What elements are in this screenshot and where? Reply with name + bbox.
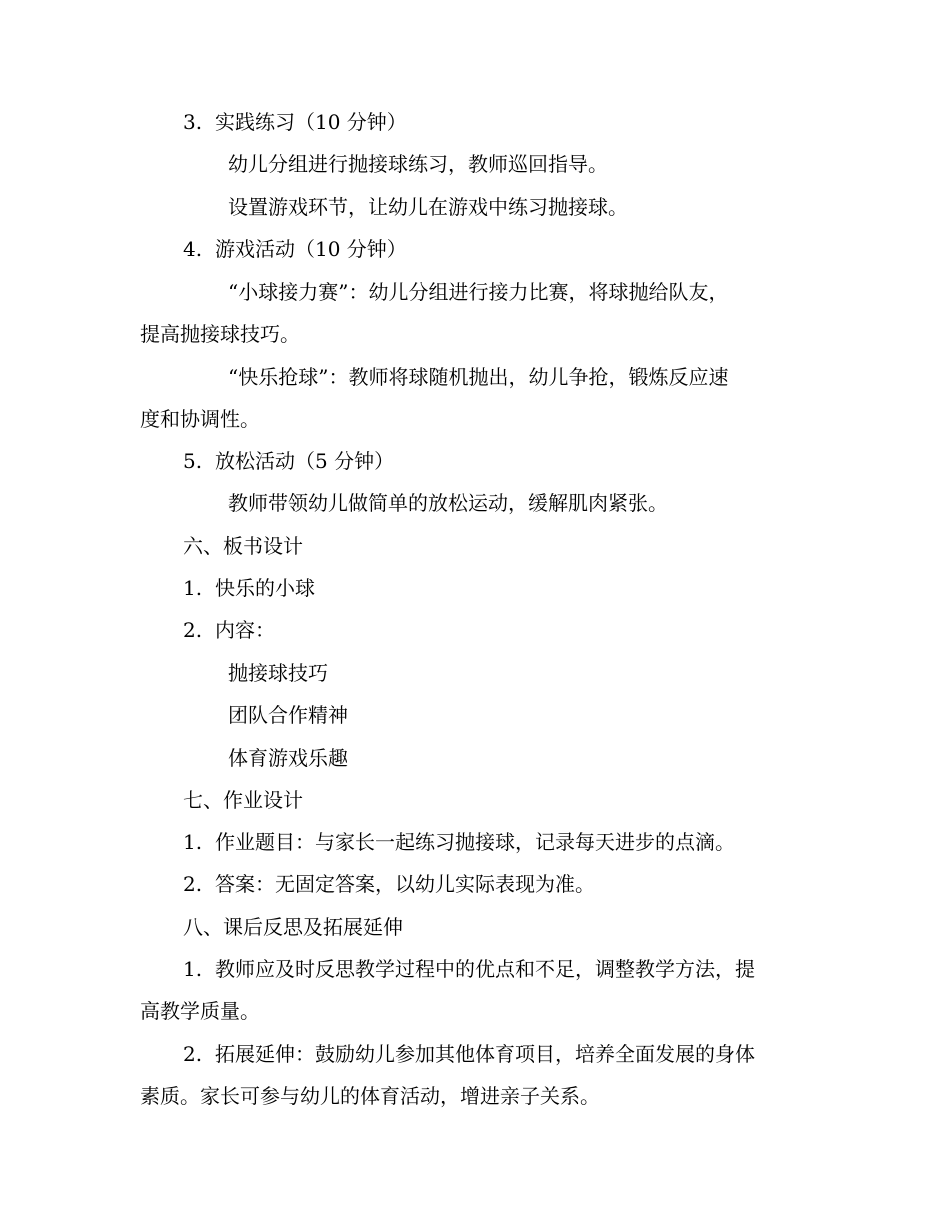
item-3-heading <box>183 110 407 134</box>
item-text: 放松活动（5 分钟） <box>215 449 395 473</box>
item-text: 游戏活动（10 分钟） <box>215 237 407 261</box>
section-6-item-1 <box>183 576 315 600</box>
section-7-item-1 <box>183 830 735 854</box>
list-number: 3. <box>183 110 203 134</box>
section-8-heading: 八、课后反思及拓展延伸 <box>183 915 403 939</box>
item-text: 实践练习（10 分钟） <box>215 110 407 134</box>
section-6-item-2 <box>183 618 275 642</box>
paragraph-line: 教师带领幼儿做简单的放松运动，缓解肌肉紧张。 <box>228 491 668 515</box>
paragraph-line: 幼儿分组进行抛接球练习，教师巡回指导。 <box>228 152 608 176</box>
paragraph-line: 提高抛接球技巧。 <box>140 322 300 346</box>
paragraph-line: 设置游戏环节，让幼儿在游戏中练习抛接球。 <box>228 195 628 219</box>
item-text: 教师应及时反思教学过程中的优点和不足，调整教学方法，提 <box>215 957 755 981</box>
section-7-item-2 <box>183 872 595 896</box>
item-text: 答案：无固定答案，以幼儿实际表现为准。 <box>215 872 595 896</box>
section-7-heading: 七、作业设计 <box>183 788 303 812</box>
list-number: 2. <box>183 872 203 896</box>
content-line: 抛接球技巧 <box>228 661 328 685</box>
paragraph-line: 度和协调性。 <box>140 407 260 431</box>
list-number: 4. <box>183 237 203 261</box>
list-number: 2. <box>183 618 203 642</box>
content-line: 团队合作精神 <box>228 703 348 727</box>
item-text: 拓展延伸：鼓励幼儿参加其他体育项目，培养全面发展的身体 <box>215 1042 755 1066</box>
content-line: 体育游戏乐趣 <box>228 746 348 770</box>
list-number: 2. <box>183 1042 203 1066</box>
list-number: 1. <box>183 576 203 600</box>
section-6-heading: 六、板书设计 <box>183 534 303 558</box>
list-number: 1. <box>183 830 203 854</box>
list-number: 1. <box>183 957 203 981</box>
item-text: 快乐的小球 <box>215 576 315 600</box>
section-8-item-1 <box>183 957 755 981</box>
paragraph-line: “快乐抢球”：教师将球随机抛出，幼儿争抢，锻炼反应速 <box>228 365 729 389</box>
paragraph-line: 高教学质量。 <box>140 999 260 1023</box>
item-text: 作业题目：与家长一起练习抛接球，记录每天进步的点滴。 <box>215 830 735 854</box>
paragraph-line: “小球接力赛”：幼儿分组进行接力比赛，将球抛给队友， <box>228 280 729 304</box>
list-number: 5. <box>183 449 203 473</box>
item-5-heading <box>183 449 394 473</box>
item-4-heading <box>183 237 407 261</box>
section-8-item-2 <box>183 1042 755 1066</box>
paragraph-line: 素质。家长可参与幼儿的体育活动，增进亲子关系。 <box>140 1084 600 1108</box>
item-text: 内容： <box>215 618 275 642</box>
